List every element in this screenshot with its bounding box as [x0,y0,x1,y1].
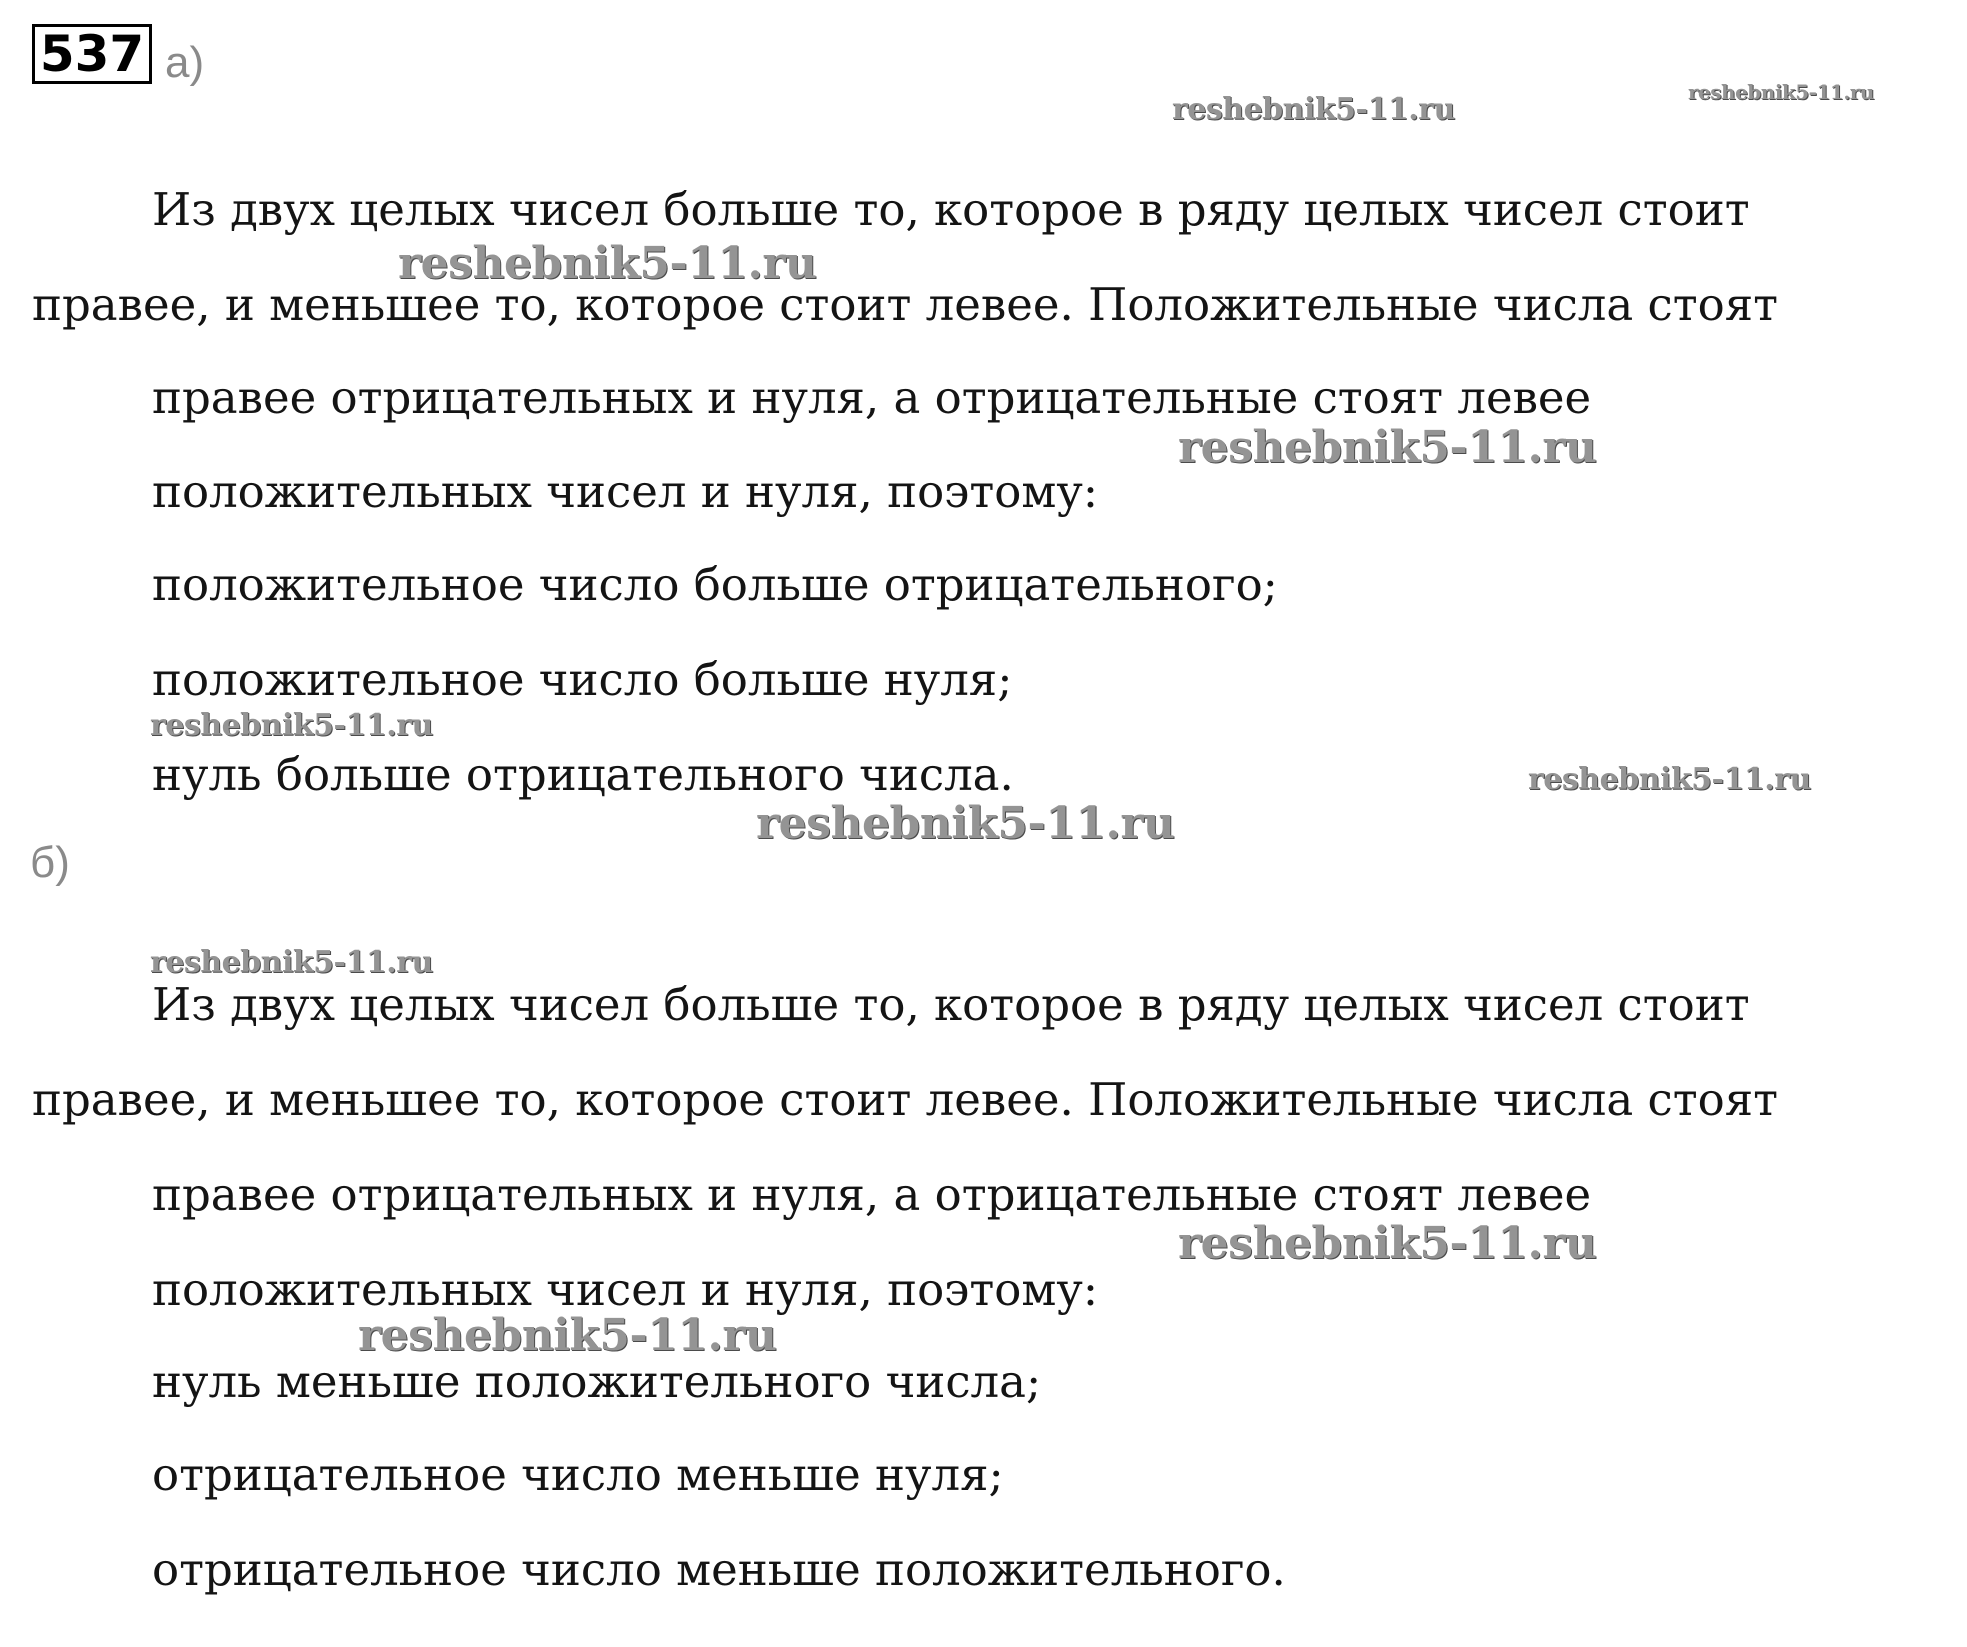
part-b-line-4: положительных чисел и нуля, поэтому: [152,1263,1098,1316]
part-b-line-2: правее, и меньшее то, которое стоит левее. Положительные числа стоят [32,1073,1778,1126]
part-b-label: б) [30,838,70,887]
part-a-line-1: Из двух целых чисел больше то, которое в ряду целых чисел стоит [152,183,1750,236]
part-b-line-3: правее отрицательных и нуля, а отрицательные стоят левее [152,1168,1592,1221]
part-a-line-5: положительное число больше отрицательного; [152,558,1278,611]
watermark: reshebnik5-11.ru [1688,80,1874,104]
watermark: reshebnik5-11.ru [150,708,433,743]
problem-number-box: 537 [32,24,152,84]
watermark: reshebnik5-11.ru [1178,422,1597,473]
part-a-line-4: положительных чисел и нуля, поэтому: [152,465,1098,518]
part-a-line-2: правее, и меньшее то, которое стоит левее. Положительные числа стоят [32,278,1778,331]
part-a-line-3: правее отрицательных и нуля, а отрицательные стоят левее [152,371,1592,424]
watermark: reshebnik5-11.ru [398,238,817,289]
part-a-label: а) [165,38,205,87]
part-a-line-7: нуль больше отрицательного числа. [152,748,1014,801]
watermark: reshebnik5-11.ru [756,798,1175,849]
watermark: reshebnik5-11.ru [150,945,433,980]
part-b-line-5: нуль меньше положительного числа; [152,1355,1042,1408]
watermark: reshebnik5-11.ru [358,1310,777,1361]
part-b-line-1: Из двух целых чисел больше то, которое в ряду целых чисел стоит [152,978,1750,1031]
part-b-line-6: отрицательное число меньше нуля; [152,1448,1004,1501]
watermark: reshebnik5-11.ru [1172,92,1455,127]
watermark: reshebnik5-11.ru [1178,1218,1597,1269]
watermark: reshebnik5-11.ru [1528,762,1811,797]
part-a-line-6: положительное число больше нуля; [152,653,1013,706]
part-b-line-7: отрицательное число меньше положительного. [152,1543,1286,1596]
